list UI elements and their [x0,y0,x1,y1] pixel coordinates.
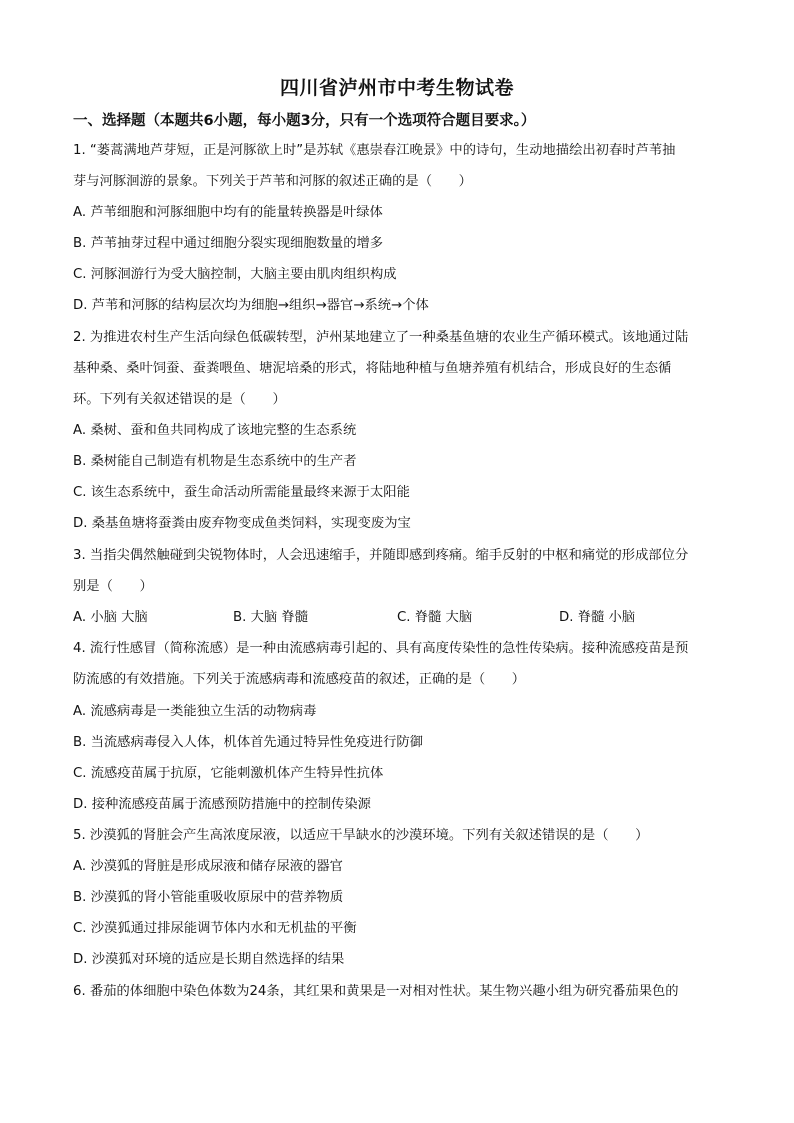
page-title: 四川省泸州市中考生物试卷 [279,77,514,99]
question-2-option-c: C. 该生态系统中，蚕生命活动所需能量最终来源于太阳能 [73,485,410,500]
question-1-option-d: D. 芦苇和河豚的结构层次均为细胞→组织→器官→系统→个体 [73,298,429,313]
question-1-stem-line-2: 芽与河豚洄游的景象。下列关于芦苇和河豚的叙述正确的是（ ） [73,174,472,189]
question-2-stem-line-1: 2. 为推进农村生产生活向绿色低碳转型，泸州某地建立了一种桑基鱼塘的农业生产循环模式。该地通过陆 [73,330,689,345]
question-4-option-a: A. 流感病毒是一类能独立生活的动物病毒 [73,704,317,719]
question-3-stem-line-2: 别是（ ） [73,579,153,594]
question-3-option-a: A. 小脑 大脑 [73,610,148,625]
question-4-option-c: C. 流感疫苗属于抗原，它能刺激机体产生特异性抗体 [73,766,384,781]
question-4-option-d: D. 接种流感疫苗属于流感预防措施中的控制传染源 [73,797,371,812]
question-2-stem-line-3: 环。下列有关叙述错误的是（ ） [73,392,286,407]
question-1-option-c: C. 河豚洄游行为受大脑控制，大脑主要由肌肉组织构成 [73,267,397,282]
question-5-option-d: D. 沙漠狐对环境的适应是长期自然选择的结果 [73,952,345,967]
question-3-option-b: B. 大脑 脊髓 [233,610,308,625]
question-6-stem-line-1: 6. 番茄的体细胞中染色体数为24条，其红果和黄果是一对相对性状。某生物兴趣小组为研究番茄果色的 [73,984,679,999]
question-3-stem-line-1: 3. 当指尖偶然触碰到尖锐物体时，人会迅速缩手，并随即感到疼痛。缩手反射的中枢和痛觉的形成部位分 [73,548,689,563]
question-5-option-b: B. 沙漠狐的肾小管能重吸收原尿中的营养物质 [73,890,344,905]
question-4-stem-line-2: 防流感的有效措施。下列关于流感病毒和流感疫苗的叙述，正确的是（ ） [73,672,526,687]
question-2-option-d: D. 桑基鱼塘将蚕粪由废弃物变成鱼类饲料，实现变废为宝 [73,516,411,531]
question-3-option-d: D. 脊髓 小脑 [559,610,636,625]
question-1-option-b: B. 芦苇抽芽过程中通过细胞分裂实现细胞数量的增多 [73,236,384,251]
section-heading: 一、选择题（本题共6小题，每小题3分，只有一个选项符合题目要求。） [73,113,536,129]
question-5-stem-line-1: 5. 沙漠狐的肾脏会产生高浓度尿液，以适应干旱缺水的沙漠环境。下列有关叙述错误的是（ ） [73,828,649,843]
question-1-option-a: A. 芦苇细胞和河豚细胞中均有的能量转换器是叶绿体 [73,205,383,220]
question-3-option-c: C. 脊髓 大脑 [397,610,473,625]
question-2-option-a: A. 桑树、蚕和鱼共同构成了该地完整的生态系统 [73,423,357,438]
question-5-option-a: A. 沙漠狐的肾脏是形成尿液和储存尿液的器官 [73,859,343,874]
question-1-stem-line-1: 1. “蒌蒿满地芦芽短，正是河豚欲上时”是苏轼《惠崇春江晚景》中的诗句，生动地描绘出初春时芦苇抽 [73,143,676,158]
question-5-option-c: C. 沙漠狐通过排尿能调节体内水和无机盐的平衡 [73,921,357,936]
question-2-option-b: B. 桑树能自己制造有机物是生态系统中的生产者 [73,454,357,469]
question-4-stem-line-1: 4. 流行性感冒（简称流感）是一种由流感病毒引起的、具有高度传染性的急性传染病。接种流感疫苗是预 [73,641,689,656]
question-2-stem-line-2: 基种桑、桑叶饲蚕、蚕粪喂鱼、塘泥培桑的形式，将陆地种植与鱼塘养殖有机结合，形成良好的生态循 [73,361,672,376]
question-4-option-b: B. 当流感病毒侵入人体，机体首先通过特异性免疫进行防御 [73,735,423,750]
